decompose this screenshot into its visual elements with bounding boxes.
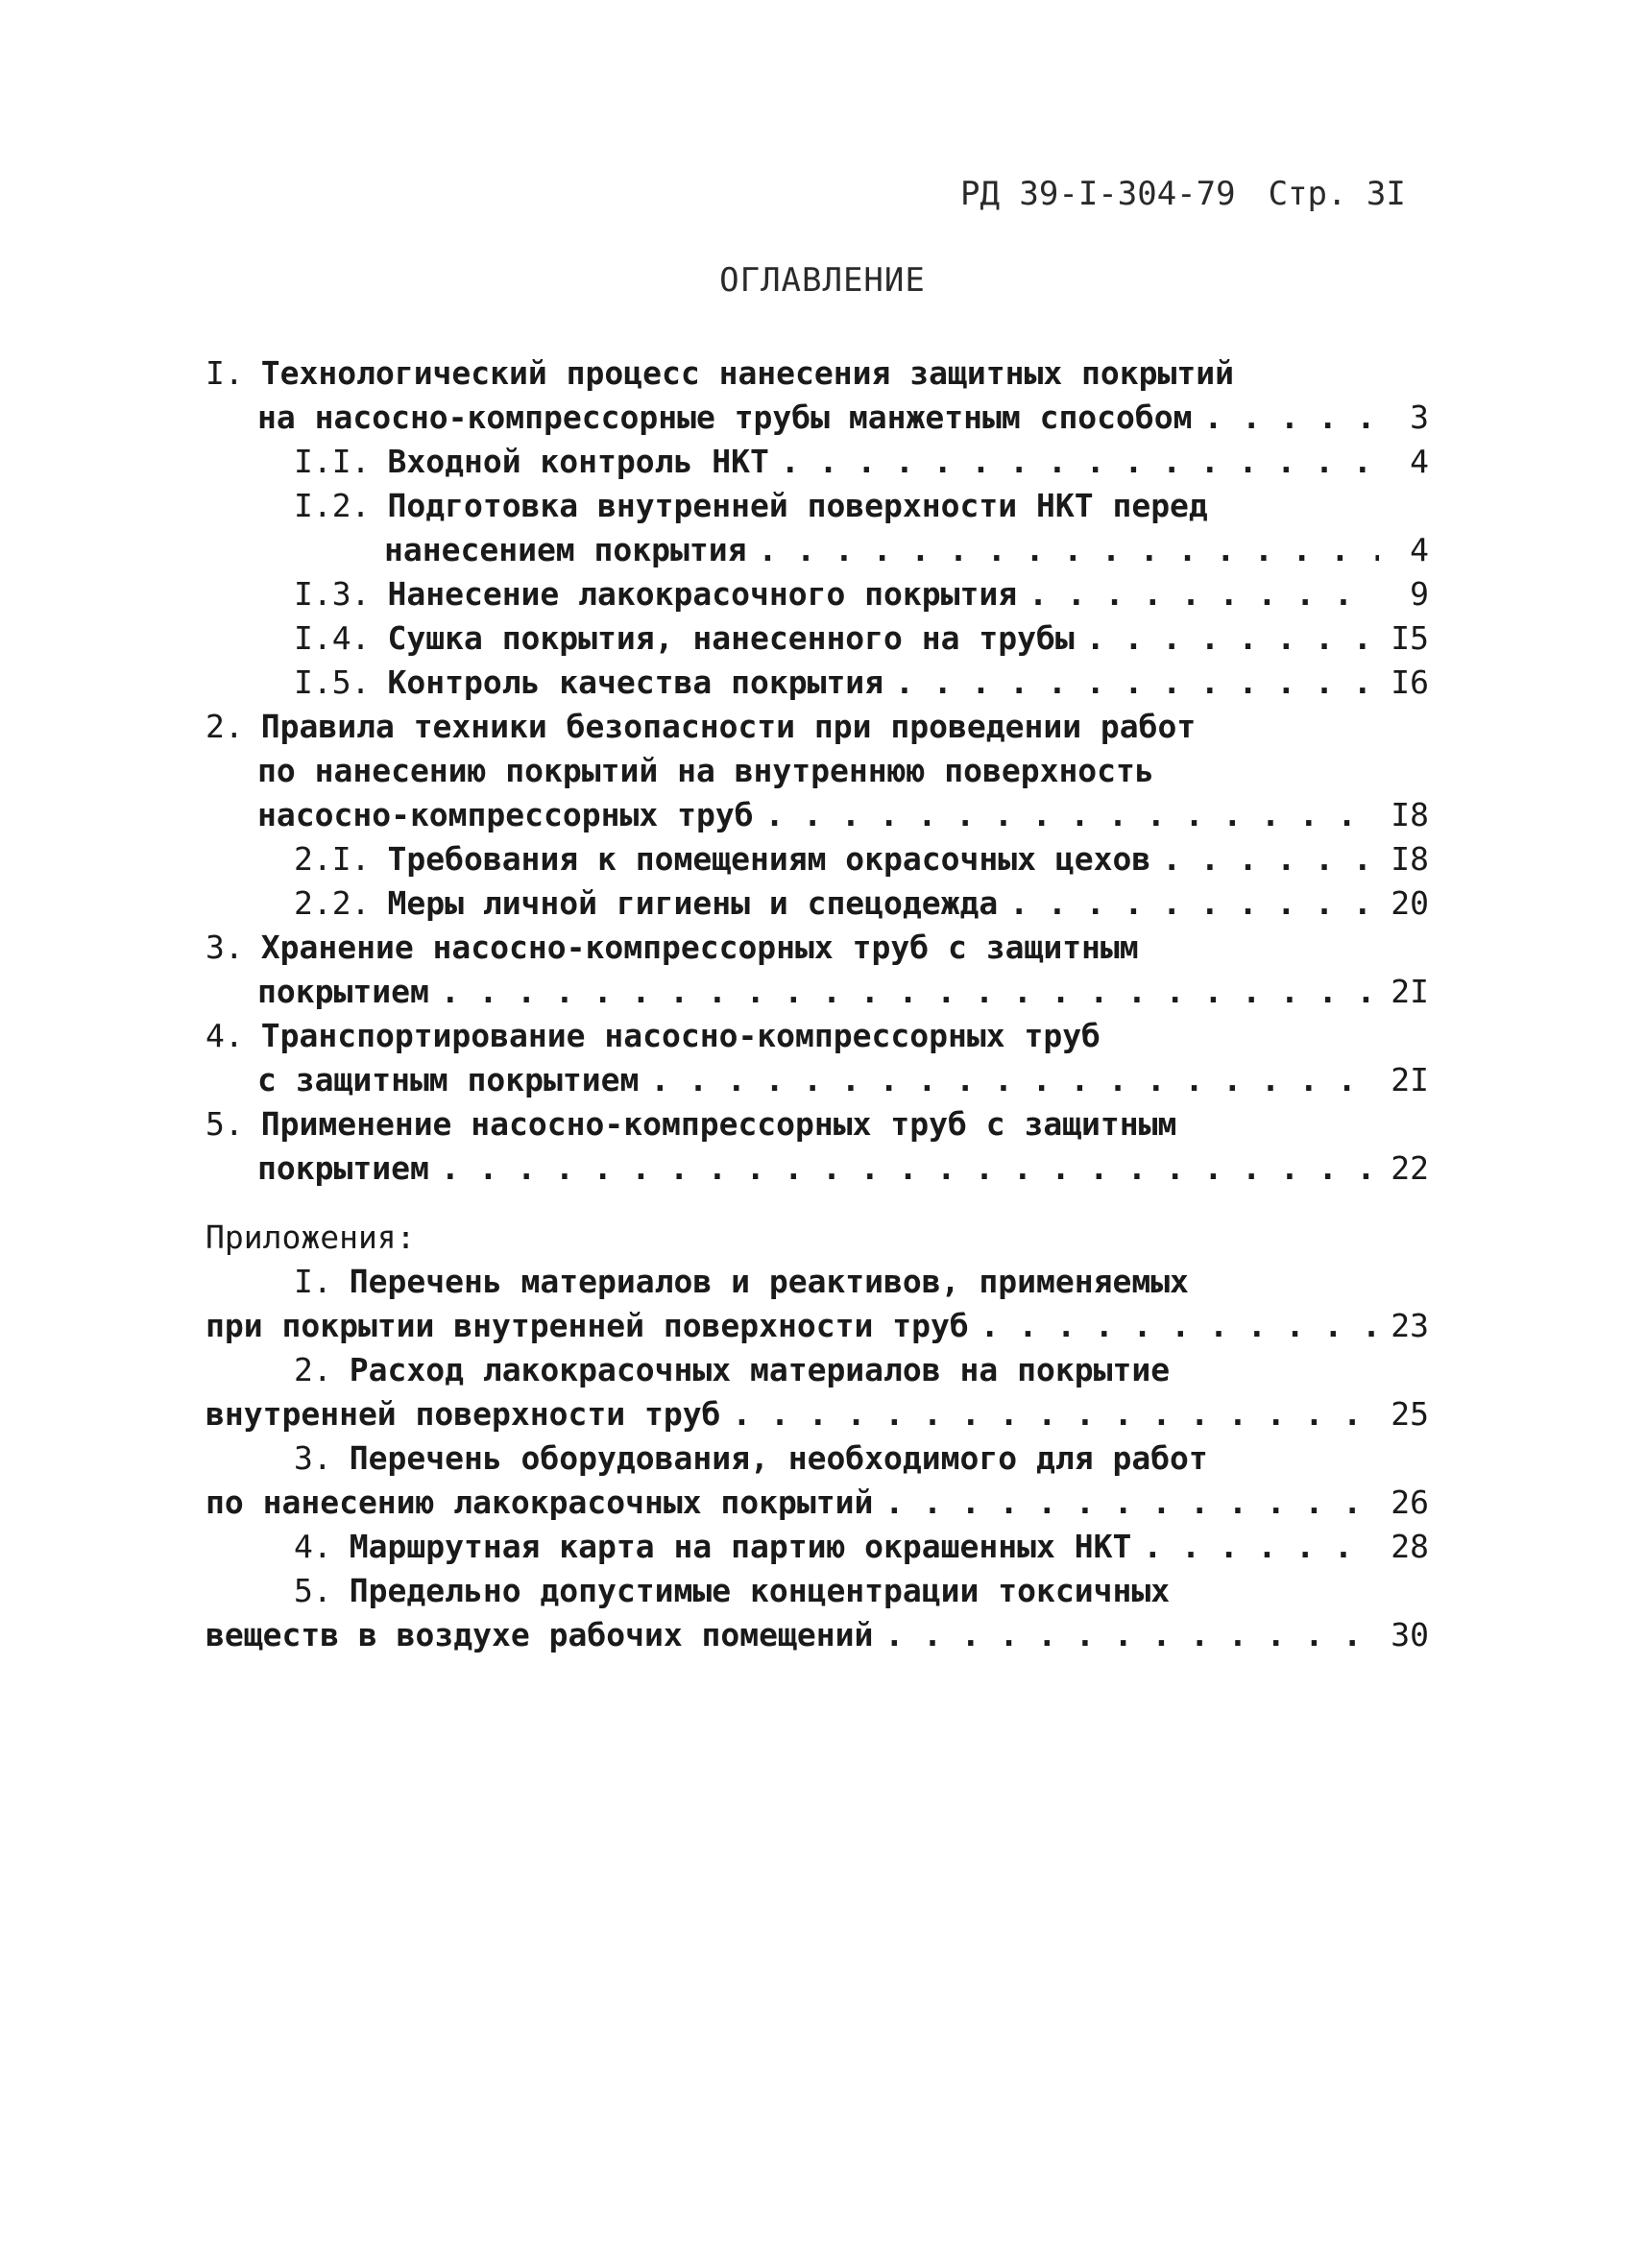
toc-item-1-4	[294, 616, 1429, 661]
toc-page-number: 9	[1410, 575, 1429, 613]
toc-section-number: 5.	[206, 1105, 244, 1143]
toc-item-1-1	[294, 440, 1429, 484]
toc-section-title-cont[interactable]: по нанесению покрытий на внутреннюю поверхность	[257, 752, 1154, 789]
toc-item-title[interactable]: Сушка покрытия, нанесенного на трубы	[387, 619, 1075, 657]
toc-page-number: 26	[1391, 1484, 1429, 1521]
dot-leader	[884, 1481, 1379, 1525]
appendices-heading: Приложения:	[206, 1218, 416, 1256]
appendix-title[interactable]: Перечень оборудования, необходимого для работ	[349, 1439, 1208, 1477]
toc-page-number: 3	[1410, 398, 1429, 436]
appendix-2-line2	[206, 1392, 1429, 1436]
toc-section-number: 2.	[206, 708, 244, 745]
toc-page-number: 4	[1410, 443, 1429, 480]
toc-section-1-line1	[206, 351, 1234, 396]
toc-section-2-line2	[257, 749, 1154, 793]
toc-item-title[interactable]: Подготовка внутренней поверхности НКТ перед	[387, 487, 1208, 524]
toc-section-2-line3	[257, 793, 1429, 837]
appendix-title[interactable]: Перечень материалов и реактивов, применяемых	[349, 1263, 1189, 1300]
toc-item-1-2-line2	[384, 528, 1429, 572]
dot-leader	[1028, 572, 1379, 616]
toc-item-number: I.I.	[294, 443, 371, 480]
toc-section-title-cont[interactable]: покрытием	[257, 973, 429, 1010]
toc-page-number: 22	[1391, 1149, 1429, 1187]
appendix-title[interactable]: Предельно допустимые концентрации токсичных	[349, 1572, 1171, 1609]
toc-section-5-line1	[206, 1102, 1176, 1146]
toc-section-3-line2	[257, 970, 1429, 1014]
appendix-1-line2	[206, 1304, 1429, 1348]
dot-leader	[1086, 616, 1379, 661]
appendix-5-line2	[206, 1613, 1429, 1657]
dot-leader	[759, 528, 1380, 572]
toc-page-number: 25	[1391, 1395, 1429, 1433]
toc-page-number: I5	[1391, 619, 1429, 657]
dot-leader	[1204, 396, 1379, 440]
appendix-3-line2	[206, 1481, 1429, 1525]
appendix-title-cont[interactable]: при покрытии внутренней поверхности труб	[206, 1307, 969, 1344]
toc-page-number: I6	[1391, 664, 1429, 701]
toc-item-number: I.5.	[294, 664, 371, 701]
toc-page-number: 30	[1391, 1616, 1429, 1653]
dot-leader	[1009, 881, 1379, 926]
page-header	[960, 175, 1406, 213]
toc-section-title[interactable]: Транспортирование насосно-компрессорных труб	[260, 1017, 1101, 1054]
toc-item-number: 2.2.	[294, 884, 371, 922]
appendix-2-line1	[294, 1348, 1170, 1392]
toc-item-number: I.3.	[294, 575, 371, 613]
toc-section-title-cont[interactable]: с защитным покрытием	[257, 1061, 640, 1098]
appendix-5-line1	[294, 1569, 1170, 1613]
doc-code: РД 39-I-304-79	[960, 175, 1236, 213]
toc-section-5-line2	[257, 1146, 1429, 1191]
appendix-title[interactable]: Расход лакокрасочных материалов на покрытие	[349, 1351, 1171, 1388]
toc-item-title[interactable]: Меры личной гигиены и спецодежда	[387, 884, 999, 922]
toc-page-number: 20	[1391, 884, 1429, 922]
toc-section-title[interactable]: Хранение насосно-компрессорных труб с защитным	[260, 929, 1139, 966]
dot-leader	[650, 1058, 1379, 1102]
page-title: ОГЛАВЛЕНИЕ	[719, 261, 926, 300]
toc-item-title[interactable]: Входной контроль НКТ	[387, 443, 769, 480]
appendix-1-line1	[294, 1260, 1189, 1304]
toc-section-title-cont[interactable]: на насосно-компрессорные трубы манжетным способом	[257, 398, 1193, 436]
appendix-number: 2.	[294, 1351, 332, 1388]
toc-item-number: I.4.	[294, 619, 371, 657]
toc-section-number: 3.	[206, 929, 244, 966]
toc-item-title[interactable]: Нанесение лакокрасочного покрытия	[387, 575, 1018, 613]
toc-item-title[interactable]: Требования к помещениям окрасочных цехов	[387, 840, 1151, 878]
appendices-heading-line	[206, 1216, 416, 1260]
toc-item-number: I.2.	[294, 487, 371, 524]
appendix-number: 3.	[294, 1439, 332, 1477]
toc-section-title[interactable]: Технологический процесс нанесения защитных покрытий	[260, 354, 1235, 392]
toc-section-title[interactable]: Правила техники безопасности при проведении работ	[260, 708, 1197, 745]
appendix-4	[294, 1525, 1429, 1569]
page-label: Стр. 3I	[1268, 175, 1406, 213]
toc-section-title-cont[interactable]: покрытием	[257, 1149, 429, 1187]
appendix-title[interactable]: Маршрутная карта на партию окрашенных НКТ	[349, 1528, 1132, 1565]
dot-leader	[980, 1304, 1379, 1348]
dot-leader	[732, 1392, 1379, 1436]
toc-item-2-1	[294, 837, 1429, 881]
dot-leader	[781, 440, 1379, 484]
appendix-title-cont[interactable]: внутренней поверхности труб	[206, 1395, 721, 1433]
toc-section-3-line1	[206, 926, 1139, 970]
toc-page-number: 2I	[1391, 973, 1429, 1010]
toc-section-title[interactable]: Применение насосно-компрессорных труб с защитным	[260, 1105, 1177, 1143]
appendix-3-line1	[294, 1436, 1208, 1481]
toc-section-title-cont[interactable]: насосно-компрессорных труб	[257, 796, 754, 833]
toc-page-number: 28	[1391, 1528, 1429, 1565]
appendix-number: 4.	[294, 1528, 332, 1565]
toc-section-number: I.	[206, 354, 244, 392]
toc-item-1-5	[294, 661, 1429, 705]
toc-item-2-2	[294, 881, 1429, 926]
toc-item-number: 2.I.	[294, 840, 371, 878]
toc-page-number: 2I	[1391, 1061, 1429, 1098]
toc-section-4-line1	[206, 1014, 1101, 1058]
dot-leader	[1143, 1525, 1379, 1569]
toc-section-4-line2	[257, 1058, 1429, 1102]
toc-section-1-line2	[257, 396, 1429, 440]
dot-leader	[895, 661, 1379, 705]
toc-item-1-3	[294, 572, 1429, 616]
toc-item-1-2-line1	[294, 484, 1208, 528]
toc-section-2-line1	[206, 705, 1196, 749]
appendix-title-cont[interactable]: по нанесению лакокрасочных покрытий	[206, 1484, 874, 1521]
dot-leader	[1162, 837, 1379, 881]
toc-page-number: 4	[1410, 531, 1429, 568]
appendix-number: I.	[294, 1263, 332, 1300]
toc-page-number: I8	[1391, 840, 1429, 878]
toc-section-number: 4.	[206, 1017, 244, 1054]
dot-leader	[884, 1613, 1379, 1657]
toc-page-number: I8	[1391, 796, 1429, 833]
appendix-title-cont[interactable]: веществ в воздухе рабочих помещений	[206, 1616, 874, 1653]
appendix-number: 5.	[294, 1572, 332, 1609]
dot-leader	[765, 793, 1379, 837]
dot-leader	[441, 970, 1379, 1014]
toc-item-title[interactable]: Контроль качества покрытия	[387, 664, 884, 701]
toc-item-title-cont[interactable]: нанесением покрытия	[384, 531, 747, 568]
toc-page-number: 23	[1391, 1307, 1429, 1344]
dot-leader	[441, 1146, 1379, 1191]
